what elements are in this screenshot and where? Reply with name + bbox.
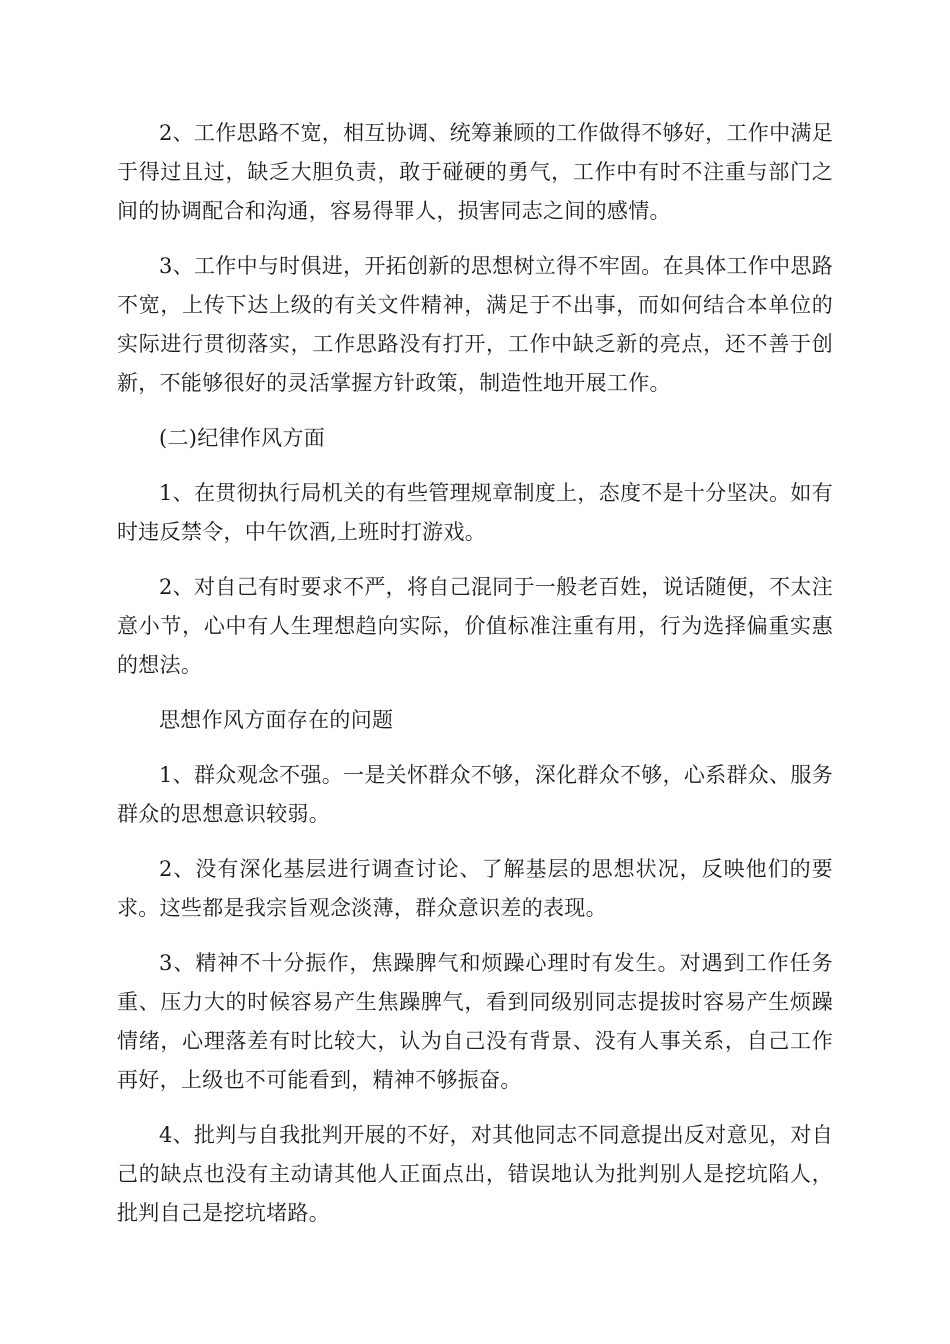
paragraph-rules: 1、在贯彻执行局机关的有些管理规章制度上，态度不是十分坚决。如有时违反禁令，中午饮酒,上班时打游戏。 (117, 481, 833, 544)
paragraph-self-requirements: 2、对自己有时要求不严，将自己混同于一般老百姓，说话随便，不太注意小节，心中有人生理想趋向实际，价值标准注重有用，行为选择偏重实惠的想法。 (117, 575, 833, 677)
document-body (117, 114, 833, 1249)
paragraph-innovation: 3、工作中与时俱进，开拓创新的思想树立得不牢固。在具体工作中思路不宽，上传下达上级的有关文件精神，满足于不出事，而如何结合本单位的实际进行贯彻落实，工作思路没有打开，工作中缺乏新的亮点，还不善于创新，不能够很好的灵活掌握方针政策，制造性地开展工作。 (117, 254, 833, 395)
paragraph-spirit: 3、精神不十分振作，焦躁脾气和烦躁心理时有发生。对遇到工作任务重、压力大的时候容易产生焦躁脾气，看到同级别同志提拔时容易产生烦躁情绪，心理落差有时比较大，认为自己没有背景、没有人事关系，自己工作再好，上级也不可能看到，精神不够振奋。 (117, 951, 833, 1092)
paragraph-criticism: 4、批判与自我批判开展的不好，对其他同志不同意提出反对意见，对自己的缺点也没有主动请其他人正面点出，错误地认为批判别人是挖坑陷人，批判自己是挖坑堵路。 (117, 1123, 833, 1225)
paragraph-grassroots: 2、没有深化基层进行调查讨论、了解基层的思想状况，反映他们的要求。这些都是我宗旨观念淡薄，群众意识差的表现。 (117, 857, 833, 920)
section-heading-ideology: 思想作风方面存在的问题 (159, 708, 394, 732)
paragraph-work-approach: 2、工作思路不宽，相互协调、统筹兼顾的工作做得不够好，工作中满足于得过且过，缺乏大胆负责，敢于碰硬的勇气，工作中有时不注重与部门之间的协调配合和沟通，容易得罪人，损害同志之间的感情。 (117, 121, 833, 223)
paragraph-mass-concept: 1、群众观念不强。一是关怀群众不够，深化群众不够，心系群众、服务群众的思想意识较弱。 (117, 763, 833, 826)
section-heading-discipline: (二)纪律作风方面 (159, 426, 326, 450)
